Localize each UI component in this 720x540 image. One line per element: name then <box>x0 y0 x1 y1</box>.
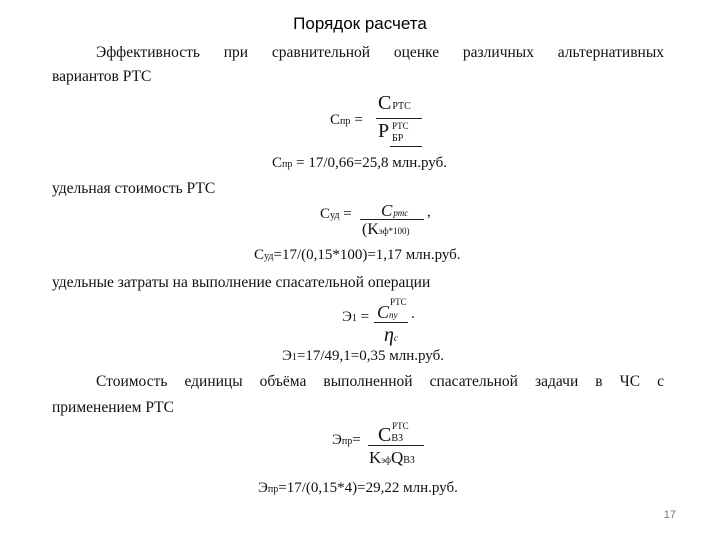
formula-e1-denominator: ηс <box>384 324 398 346</box>
formula-epr-num-sup: РТС <box>392 421 409 431</box>
formula-cud-lhs: Cуд = <box>320 206 352 222</box>
formula-cud-result: Cуд=17/(0,15*100)=1,17 млн.руб. <box>254 247 461 263</box>
formula-epr-denominator: KэфQВЗ <box>369 448 415 467</box>
intro-paragraph-line1: Эффективность при сравнительной оценке различных альтернативных <box>96 44 664 61</box>
formula-cpr-fraction-bar <box>376 118 422 119</box>
formula-e1-fraction-bar <box>374 322 408 323</box>
page-number: 17 <box>663 509 676 521</box>
formula-cud-comma: , <box>427 204 431 220</box>
formula-e1-result: Э1=17/49,1=0,35 млн.руб. <box>282 348 444 364</box>
formula-epr-result: Эпр=17/(0,15*4)=29,22 млн.руб. <box>258 480 458 496</box>
formula-epr-numerator: CВЗ <box>378 424 404 446</box>
formula-cud-fraction-bar <box>360 219 424 220</box>
formula-cpr-numerator: CРТС <box>378 92 411 114</box>
formula-cpr-den-underline <box>390 146 422 147</box>
formula-cpr-denominator: P <box>378 120 390 142</box>
formula-cpr-den-sub: БР <box>392 133 404 144</box>
formula-cpr-den-sup: РТС <box>392 121 409 131</box>
formula-e1-lhs: Э1 = <box>342 309 370 325</box>
specific-cost-label: удельная стоимость РТС <box>52 180 216 197</box>
formula-cud-numerator: Cртс <box>381 201 409 220</box>
formula-epr-fraction-bar <box>368 445 424 446</box>
formula-e1-numerator: Cпу <box>377 302 398 322</box>
formula-cpr-lhs: Cпр = <box>330 112 363 128</box>
unit-cost-paragraph-line1: Стоимость единицы объёма выполненной спасательной задачи в ЧС с <box>96 373 664 390</box>
intro-paragraph-line2: вариантов РТС <box>52 68 152 85</box>
formula-cpr-result: Cпр = 17/0,66=25,8 млн.руб. <box>272 155 447 171</box>
formula-e1-num-sup: РТС <box>390 297 407 307</box>
rescue-costs-label: удельные затраты на выполнение спасательной операции <box>52 274 431 291</box>
formula-cud-denominator: (Kэф*100) <box>362 221 410 238</box>
unit-cost-paragraph-line2: применением РТС <box>52 399 174 416</box>
formula-epr-lhs: Эпр= <box>332 432 361 448</box>
page-title: Порядок расчета <box>293 14 427 33</box>
formula-e1-dot: . <box>411 306 415 322</box>
